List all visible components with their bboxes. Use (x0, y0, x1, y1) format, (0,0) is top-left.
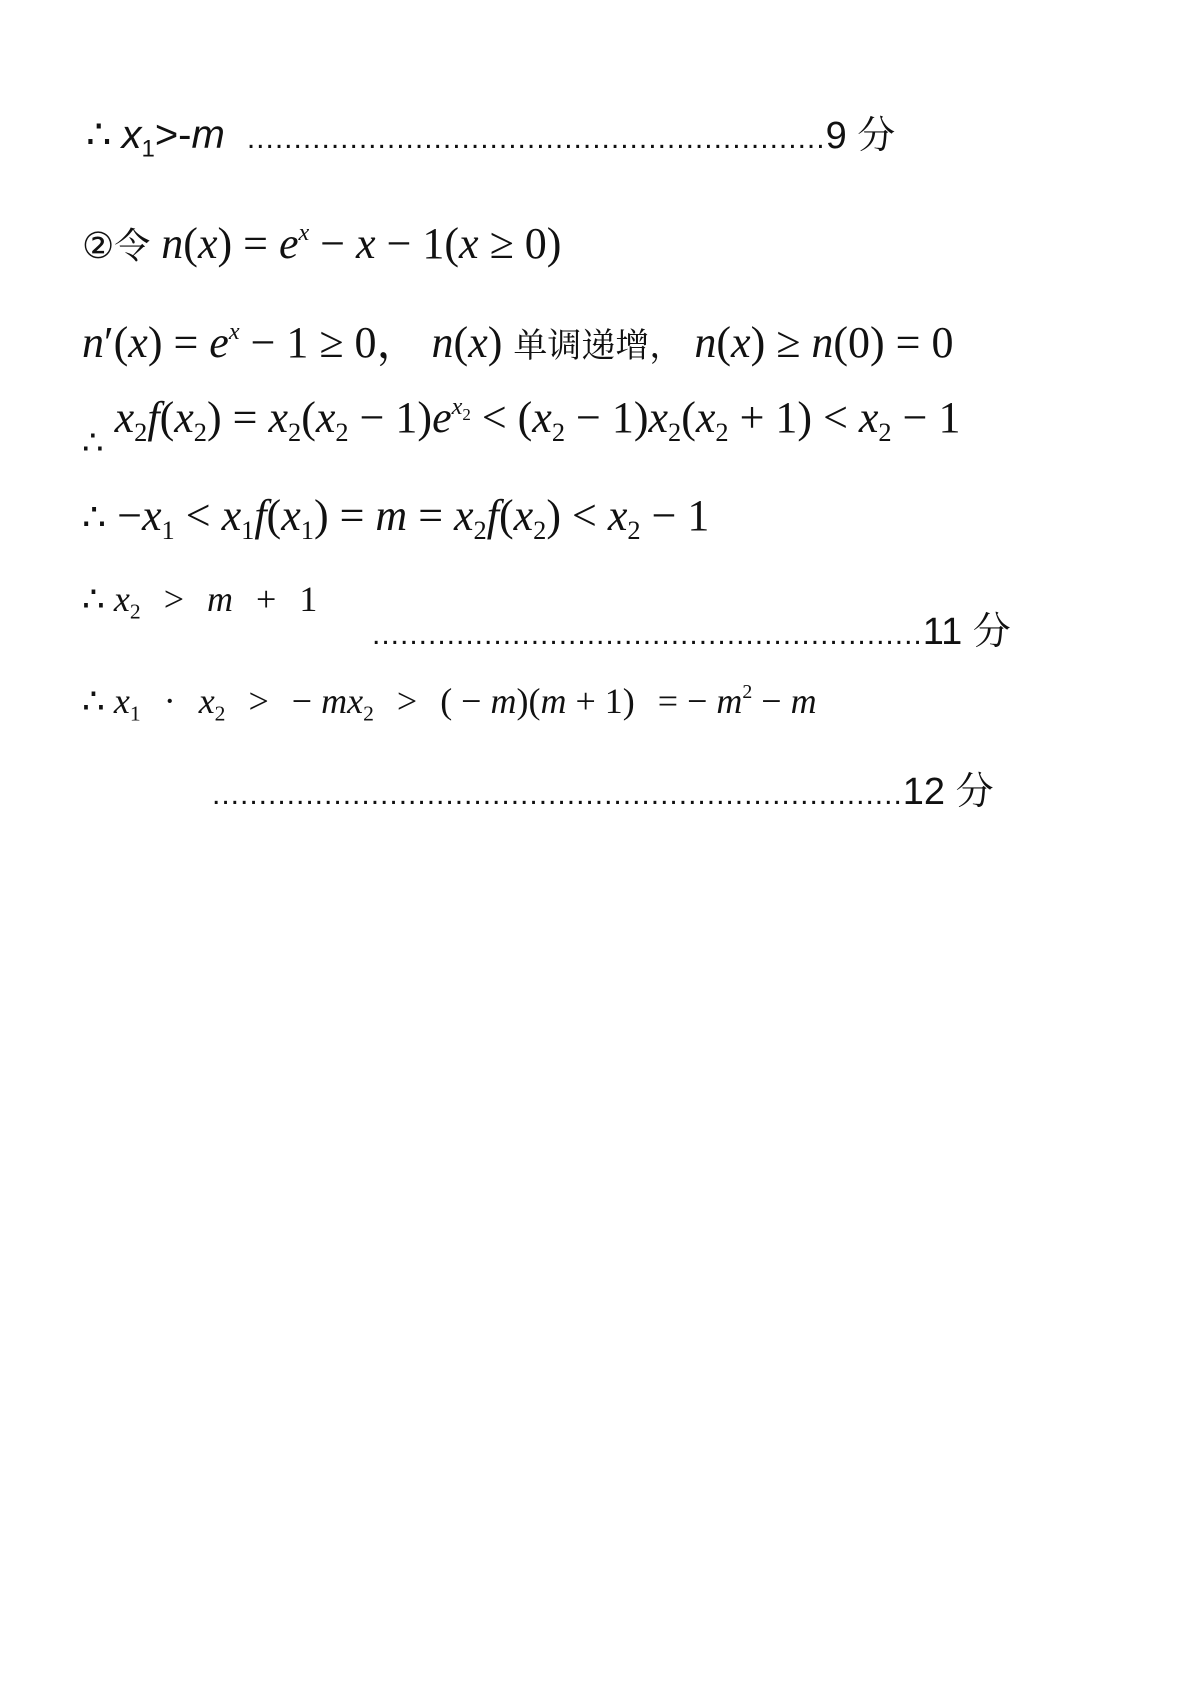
score-label: 9 分 (825, 115, 896, 157)
math-expression: $n(x) = e^x - x - 1(x \ge 0)$ (161, 218, 562, 268)
line-8 (212, 760, 994, 815)
therefore-symbol: ∴ (82, 681, 105, 721)
math-expression: $x_1 \cdot x_2$ > − $mx_2$ > ( − m)(m + 1) = − $m^2 - m$ (113, 681, 817, 726)
score-label: 11 分 (922, 611, 1011, 653)
math-expression: $x_2 > m + 1$ (113, 579, 318, 624)
therefore-symbol: ∴ (86, 112, 112, 157)
therefore-symbol: ∴ (82, 579, 105, 619)
text-monotonic: 单调递增， (513, 326, 684, 366)
line-7 (82, 680, 817, 726)
math-expression: $-x_1 < x_1f(x_1) = m = x_2f(x_2) < x_2 - 1$ (117, 491, 710, 546)
math-expression: $x_1>-m$ (121, 113, 225, 163)
math-expression: $x_2f(x_2) = x_2(x_2 - 1)e^{x_2} < (x_2 - 1)x_2(x_2 + 1) < x_2 - 1$ (114, 392, 961, 448)
score-label: 12 分 (902, 771, 994, 813)
line-1 (86, 104, 896, 163)
line-4 (82, 392, 961, 462)
leader-dots: ........................................................... (372, 618, 923, 651)
line-6 (82, 578, 318, 624)
line-5 (82, 490, 710, 546)
line-3 (82, 306, 954, 370)
therefore-symbol: ∴ (82, 497, 107, 539)
math-expression: n(x) (431, 318, 503, 367)
line-2 (82, 218, 561, 269)
math-expression: n(x) ≥ n(0) = 0 (694, 318, 954, 367)
leader-dots: .......................................................................... (212, 778, 903, 811)
math-expression: $n'(x) = e^x - 1 \ge 0$ (82, 317, 377, 367)
step-marker: ②令 (82, 226, 151, 267)
line-6-score (372, 600, 1011, 655)
separator: ， (376, 318, 421, 367)
therefore-symbol: ∴ (82, 425, 104, 462)
leader-dots: .............................................................. (246, 122, 826, 155)
